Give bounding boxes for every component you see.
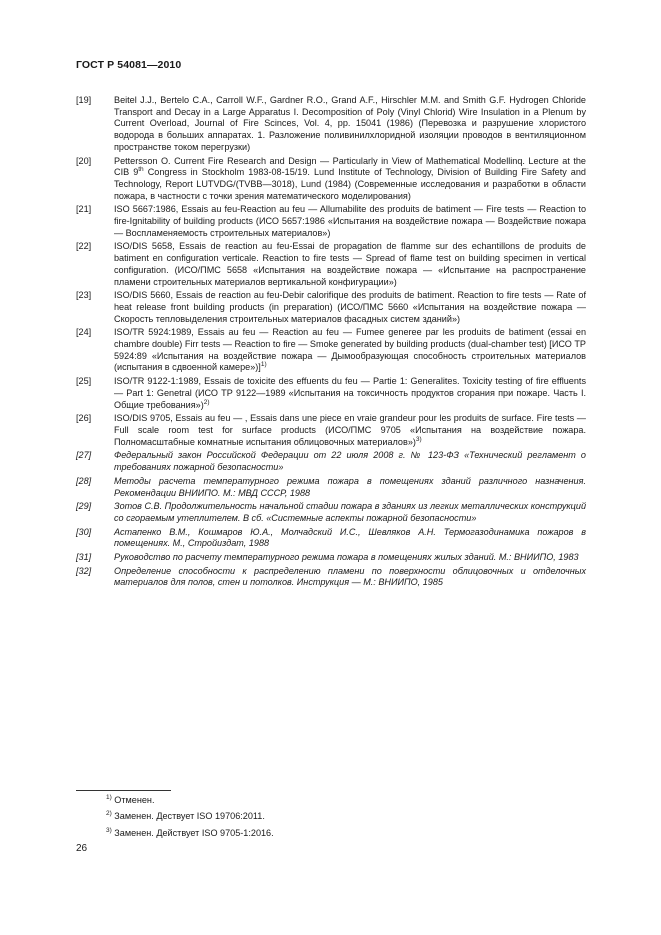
reference-text-part: ISO/TR 5924:1989, Essais au feu — Reaction au feu — Fumee generee par les produits de batiment (essai en chambre double) Firr tests — Reaction to fire — Smoke generated by building products (dual-chamber test) [ИСО ТР 5924:89 «Испытания на воздействие пожара — Дымообразующая способность строительных материалов (испытания в сдвоенной камере»)] bbox=[114, 327, 586, 373]
footnote-3 bbox=[106, 828, 274, 840]
reference-text-part: Pettersson O. Current Fire Research and Design — Particularly in View of Mathematical Modellinq. Lecture at the CIB 9 bbox=[114, 155, 586, 178]
reference-number: [22] bbox=[76, 241, 92, 252]
footnote-divider bbox=[76, 790, 171, 791]
reference-text: Определение способности к распределению пламени по поверхности облицовочных и отделочных материалов для полов, стен и потолков. Инструкция — М.: ВНИИПО, 1985 bbox=[114, 565, 586, 588]
page-number: 26 bbox=[76, 843, 88, 854]
footnote-text: Заменен. Действует ISO 9705-1:2016. bbox=[111, 827, 274, 838]
reference-text-part: ISO/TR 9122-1:1989, Essais de toxicite des effuents du feu — Partie 1: Generalites. Toxicity testing of fire effluents — Part 1: Genetral (ИСО ТР 9122—1989 «Испытания на токсичность продуктов сгорания при пожаре. Часть I. Общие требования») bbox=[114, 376, 586, 410]
reference-25 bbox=[76, 376, 586, 411]
reference-21 bbox=[76, 204, 586, 239]
reference-28 bbox=[76, 476, 586, 499]
footnote-mark: 3) bbox=[106, 826, 112, 834]
reference-number: [30] bbox=[76, 526, 92, 537]
reference-text bbox=[114, 376, 586, 411]
reference-number: [20] bbox=[76, 155, 92, 166]
reference-text-part: ISO/DIS 9705, Essais au feu — , Essais dans une piece en vraie grandeur pour les produits de surface. Fire tests — Full scale room test for surface products (ИСО/ПМС 9705 «Испытания на воздействие пожара. Полномасштабные комнатные испытания облицовочных материалов») bbox=[114, 413, 586, 447]
footnote-marker: 3) bbox=[415, 435, 422, 443]
reference-number: [28] bbox=[76, 475, 92, 486]
footnote-text: Отменен. bbox=[111, 795, 155, 805]
reference-text bbox=[114, 156, 586, 203]
reference-text: Зотов С.В. Продолжительность начальной стадии пожара в зданиях из легких металлических конструкций со сгораемым утеплителем. В сб. «Системные аспекты пожарной безопасности» bbox=[114, 501, 586, 523]
reference-text bbox=[114, 327, 586, 374]
footnote-marker: 1) bbox=[260, 361, 267, 369]
reference-number: [19] bbox=[76, 95, 92, 105]
reference-text: ISO/DIS 5660, Essais de reaction au feu-Debir calorifique des produits de batiment. Reaction to fire tests — Rate of heat release front building products (in preparation) (ИСО/ПМС 5660 «Испытания на воздействие пожара — Скорость тепловыделения строительных материалов фасадных систем зданий») bbox=[114, 290, 586, 324]
bibliography-list bbox=[76, 95, 586, 591]
reference-text: ISO/DIS 5658, Essais de reaction au feu-Essai de propagation de flamme sur des echantillons de produits de batiment en configuration verticale. Reaction to fire tests — Spread of flame test on building specimen in vertical configuration. (ИСО/ПМС 5658 «Испытания на воздействие пожара — «Испытание на распространение пламени строительных материалов вертикальной конфигурации») bbox=[114, 241, 586, 287]
footnote-text: Заменен. Дествует ISO 19706:2011. bbox=[111, 811, 265, 822]
reference-20 bbox=[76, 156, 586, 203]
reference-number: [31] bbox=[76, 552, 92, 563]
reference-24 bbox=[76, 327, 586, 374]
reference-32 bbox=[76, 566, 586, 589]
footnote-2 bbox=[106, 811, 274, 823]
reference-number: [26] bbox=[76, 413, 92, 424]
reference-number: [21] bbox=[76, 204, 92, 215]
superscript: th bbox=[138, 166, 144, 174]
reference-text bbox=[114, 413, 586, 448]
footnote-1 bbox=[106, 795, 274, 807]
document-header: ГОСТ Р 54081—2010 bbox=[76, 59, 182, 71]
reference-22 bbox=[76, 241, 586, 288]
reference-number: [32] bbox=[76, 565, 92, 576]
reference-26 bbox=[76, 413, 586, 448]
footnote-mark: 2) bbox=[106, 810, 112, 818]
footnotes bbox=[106, 795, 274, 844]
footnote-marker: 2) bbox=[203, 398, 210, 406]
reference-27 bbox=[76, 450, 586, 473]
footnote-mark: 1) bbox=[106, 794, 112, 801]
reference-number: [29] bbox=[76, 501, 92, 512]
reference-text: Астапенко В.М., Кошмаров Ю.А., Молчадский И.С., Шевляков А.Н. Термогазодинамика пожаров в помещениях. М., Стройиздат, 1988 bbox=[114, 526, 586, 549]
reference-number: [27] bbox=[76, 450, 92, 461]
reference-23 bbox=[76, 290, 586, 325]
reference-number: [23] bbox=[76, 290, 92, 301]
reference-text: ISO 5667:1986, Essais au feu-Reaction au feu — Allumabilite des produits de batiment — Fire tests — Reaction to fire-Ignitability of building products (ИСО 5657:1986 «Испытания на воздействие пожара — Воздействие пожара — Воспламеняемость строительных материалов») bbox=[114, 204, 586, 238]
reference-number: [25] bbox=[76, 376, 92, 387]
reference-text: Beitel J.J., Bertelo C.A., Carroll W.F., Gardner R.O., Grand A.F., Hirschler M.M. and Smith G.F. Hydrogen Chloride Transport and Decay in a Large Apparatus I. Decomposition of Poly (Vinyl Chlorid) Wire Insulation in a Plenum by Current Overload, Journal of Fire Scinces, Vol. 4, pp. 15041 (1986) (Перевозка и разрушение хлористого водорода в больших аппаратах. 1. Разложение поливинилхлоридной изоляции проводов в вентиляционном пространстве током перегрузки) bbox=[114, 95, 586, 152]
reference-text: Федеральный закон Российской Федерации от 22 июля 2008 г. № 123-ФЗ «Технический регламент о требованиях пожарной безопасности» bbox=[114, 450, 586, 473]
reference-29 bbox=[76, 501, 586, 524]
reference-31 bbox=[76, 552, 586, 564]
reference-text-part: Congress in Stockholm 1983-08-15/19. Lund Institute of Technology, Division of Building Fire Safety and Technology, Report LUTVDG/(TVBB—3018), Lund (1984) (Современные исследования и разработки в области пожара, в частности с точки зрения математического моделирования) bbox=[114, 167, 586, 201]
reference-text: Руководство по расчету температурного режима пожара в помещениях жилых зданий. М.: ВНИИПО, 1983 bbox=[114, 552, 579, 563]
reference-19 bbox=[76, 95, 586, 154]
reference-text: Методы расчета температурного режима пожара в помещениях зданий различного назначения. Рекомендации ВНИИПО. М.: МВД СССР, 1988 bbox=[114, 475, 586, 498]
reference-30 bbox=[76, 527, 586, 550]
reference-number: [24] bbox=[76, 327, 92, 338]
